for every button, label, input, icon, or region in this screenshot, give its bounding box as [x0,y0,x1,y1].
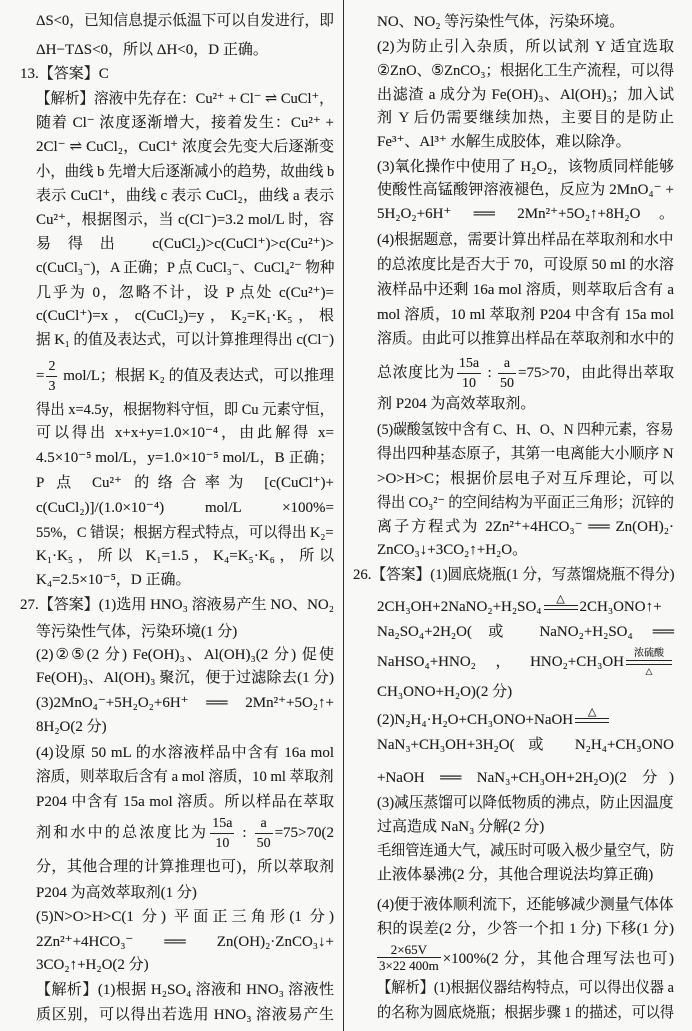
text-line: 溶质。由此可以推算出样品在萃取剂和水中的 [377,331,675,347]
condition-label-top: △ [587,706,597,719]
text-line: (4)根据题意，需要计算出样品在萃取剂和水中 [377,232,674,248]
text-line: 得出四种基态原子，其第一电离能大小顺序 N [377,446,674,462]
ratio-colon: : [483,365,496,381]
text-line: NO、NO₂ 等污染性气体，污染环境。 [377,14,625,30]
text-line: 的名称为圆底烧瓶；根据步骤 1 的描述，可以得 [377,1005,675,1021]
text-line: 毛细管连通大气，减压时可吸入极少量空气，防 [377,843,675,859]
fraction [457,354,481,393]
text-line: 几乎为 0，忽略不计，设 P 点处 c(Cu²⁺)= [36,285,334,301]
text-line: P 点 Cu²⁺ 的络合率为 [c(CuCl⁺)+ [36,475,334,491]
text-line: ΔS<0，已知信息提示低温下可以自发进行，即 [36,13,334,29]
text-line: P204 中含有 15a mol 溶质。所以样品在萃取 [36,794,334,810]
text-segment: =75>70，由此得出萃取 [517,365,674,381]
text-line-with-fraction [377,356,674,392]
text-line: 质区别，可以得出若选用 HNO₃ 溶液易产生 [36,1007,334,1023]
text-line: 得出 CO₃²⁻ 的空间结构为平面正三角形；沉锌的 [377,495,674,511]
text-line: (5)N>O>H>C(1 分) 平面正三角形(1 分) [36,909,334,925]
text-line: 出滤渣 a 成分为 Fe(OH)₃、Al(OH)₃；加入试 [377,87,674,103]
text-line-with-fraction [36,359,334,395]
equation-line: 2Zn²⁺+4HCO₃⁻ ══ Zn(OH)₂·ZnCO₃↓+ [36,934,334,950]
text-line: 2Cl⁻ ⇌ CuCl₂，CuCl⁺ 浓度会先变大后逐渐变 [36,139,334,155]
fraction [498,354,516,393]
fraction-numerator: 2×65V [390,942,427,957]
question-13-answer: 13.【答案】C [20,66,109,82]
text-line: >O>H>C；根据价层电子对互斥理论，可以 [377,471,674,487]
fraction-numerator: 2 [48,359,56,375]
text-line: (5)碳酸氢铵中含有 C、H、O、N 四种元素，容易 [377,422,674,438]
text-line: 易得出 c(CuCl₂)>c(CuCl⁺)>c(Cu²⁺)> [36,236,334,252]
text-line: 【解析】(1)根据 H₂SO₄ 溶液和 HNO₃ 溶液性 [36,982,334,998]
text-line: 止液体暴沸(2 分，其他合理说法均算正确) [377,867,654,883]
equation-line: 5H₂O₂+6H⁺ ══ 2Mn²⁺+5O₂↑+8H₂O。 [377,206,674,222]
text-line: mol 溶质，10 ml 萃取剂 P204 中含有 15a mol [377,307,674,323]
text-line: c(CuCl₂)]/(1.0×10⁻⁴) mol/L ×100%= [36,500,334,516]
text-line: 据 K₁ 的值及表达式，可以计算推理得出 c(Cl⁻) [36,332,335,348]
catalyst-condition-arrow [626,648,672,677]
text-line: (4)便于液体顺利流下，还能够减少测量气体体 [377,897,674,913]
text-segment: ×100%(2 分，其他合理写法也可) [442,950,674,967]
equation-line: 离子方程式为 2Zn²⁺+4HCO₃⁻ ══ Zn(OH)₂· [377,519,674,535]
text-line: (3)氧化操作中使用了 H₂O₂，该物质同样能够 [377,159,674,175]
text-line: P204 为高效萃取剂(1 分) [36,885,197,901]
text-line: (4)设原 50 mL 的水溶液样品中含有 16a mol [36,745,334,761]
text-line: 的总浓度比是否大于 70，可设原 50 ml 的水溶 [377,257,674,273]
equation-line: ZnCO₃↓+3CO₂↑+H₂O。 [377,542,528,558]
fraction [46,357,57,396]
text-line: ②ZnO、⑤ZnCO₃；根据化工生产流程，可以得 [377,63,675,79]
question-26-answer: 26.【答案】(1)圆底烧瓶(1 分，写蒸馏烧瓶不得分) [353,567,675,583]
text-line: 液样品中还剩 16a mol 溶质，则萃取后含有 a [377,282,674,298]
text-line: 可以得出 x+x+y=1.0×10⁻⁴，由此解得 x= [36,425,334,441]
text-line: 4.5×10⁻⁵ mol/L，y=1.0×10⁻⁵ mol/L，B 正确； [36,450,334,466]
text-line-with-fraction [377,942,674,973]
text-line: 等污染性气体，污染环境(1 分) [36,624,238,640]
text-line: 剂 Y 后仍需要继续加热，主要目的是防止 [377,110,674,126]
text-line: K₁·K₅，所以 K₁=1.5，K₄=K₅·K₆，所以 [36,548,334,564]
equation-line: (3)2MnO₄⁻+5H₂O₂+6H⁺ ══ 2Mn²⁺+5O₂↑+ [36,695,334,711]
text-line: 小，曲线 b 先增大后逐渐减小的趋势，故曲线 b [36,164,335,180]
fraction-numerator: a [503,356,511,372]
text-line: (2)为防止引入杂质，所以试剂 Y 适宜选取 [377,39,674,55]
fraction-denominator: 3×22 400m [379,958,439,973]
equation-line: Na₂SO₄+2H₂O(或 NaNO₂+H₂SO₄ ══ [377,624,674,640]
heat-condition-arrow [544,593,578,622]
text-line: Fe(OH)₃、Al(OH)₃ 聚沉，便于过滤除去(1 分) [36,670,334,686]
fraction-denominator: 10 [457,373,481,393]
text-line: K₄=2.5×10⁻⁵，D 正确。 [36,572,191,588]
text-segment: (2)N₂H₄·H₂O+CH₃ONO+NaOH [377,712,574,728]
fraction-denominator: 50 [255,833,273,853]
text-line: 得出 x=4.5y，根据物料守恒，即 Cu 元素守恒， [36,402,334,418]
text-line: c(CuCl₃⁻)，A 正确；P 点 CuCl₃⁻、CuCl₄²⁻ 物种 [36,260,335,276]
fraction-denominator: 10 [210,833,234,853]
condition-label-top: 浓硫酸 [634,648,664,660]
text-line: 使酸性高锰酸钾溶液褪色，反应为 2MnO₄⁻ + [377,182,674,198]
equation-line: +NaOH ══ NaN₃+CH₃OH+2H₂O)(2 分) [377,770,674,786]
equation-line-with-condition [377,648,674,677]
question-27-answer: 27.【答案】(1)选用 HNO₃ 溶液易产生 NO、NO₂ [20,597,334,613]
fraction [210,814,234,853]
equation-line: NaN₃+CH₃OH+3H₂O(或 N₂H₄+CH₃ONO [377,737,674,753]
text-segment: 2CH₃OH+2NaNO₂+H₂SO₄ [377,599,542,615]
ratio-colon: : [236,825,253,841]
text-line: 过高造成 NaN₃ 分解(2 分) [377,819,545,835]
text-line: 积的误差(2 分，少答一个扣 1 分) 下移(1 分) [377,921,674,937]
text-segment: 2CH₃ONO↑+ [579,599,662,615]
text-segment: NaHSO₄+HNO₂，HNO₂+CH₃OH [377,654,624,670]
equation-line-with-condition [377,595,674,619]
equation-line: CH₃ONO+H₂O)(2 分) [377,684,513,700]
column-divider [343,0,344,1031]
text-segment: = [36,368,45,384]
equation-line: 8H₂O(2 分) [36,719,107,735]
fraction-denominator: 50 [498,373,516,393]
text-line: 分，其他合理的计算推理也可)，所以萃取剂 [36,859,334,875]
fraction-numerator: a [260,816,267,832]
text-line: 55%，C 错误；根据方程式特点，可以得出 K₂= [36,525,334,541]
text-line: 表示 CuCl⁺，曲线 c 表示 CuCl₂，曲线 a 表示 [36,188,334,204]
text-line: 【解析】(1)根据仪器结构特点，可以得出仪器 a [377,980,674,996]
text-line: 溶质，则萃取后含有 a mol 溶质，10 ml 萃取剂 [36,769,334,785]
text-line: c(CuCl⁺)=x，c(CuCl₂)=y，K₂=K₁·K₅，根 [36,308,334,324]
fraction-numerator: 15a [212,816,233,832]
heat-condition-arrow [575,706,609,735]
equation-line-with-condition [377,708,674,732]
text-line: 随着 Cl⁻ 浓度逐渐增大，接着发生：Cu²⁺ + [36,115,334,131]
text-line: Fe³⁺、Al³⁺ 水解生成胶体，难以除净。 [377,134,631,150]
text-line: 剂 P204 为高效萃取剂。 [377,396,536,412]
condition-label-bottom: △ [645,666,653,677]
condition-label-top: △ [556,593,565,606]
text-line: Cu²⁺，根据图示，当 c(Cl⁻)=3.2 mol/L 时，容 [36,212,334,228]
text-line: (3)减压蒸馏可以降低物质的沸点，防止因温度 [377,795,674,811]
fraction-denominator: 3 [46,376,57,396]
fraction [377,942,441,973]
text-line: ΔH−TΔS<0，所以 ΔH<0，D 正确。 [36,42,268,58]
text-segment: =75>70(2 [274,825,334,841]
fraction [255,814,273,853]
equation-line: 3CO₂↑+H₂O(2 分) [36,957,149,973]
text-line: 【解析】溶液中先存在：Cu²⁺ + Cl⁻ ⇌ CuCl⁺， [36,91,334,107]
text-segment: 总浓度比为 [377,365,455,381]
text-line: (2)②⑤(2 分) Fe(OH)₃、Al(OH)₃(2 分) 促使 [36,647,334,663]
text-line-with-fraction [36,816,334,852]
fraction-numerator: 15a [458,356,480,372]
text-segment: mol/L；根据 K₂ 的值及表达式，可以推理 [59,368,334,384]
text-segment: 剂和水中的总浓度比为 [36,825,209,841]
